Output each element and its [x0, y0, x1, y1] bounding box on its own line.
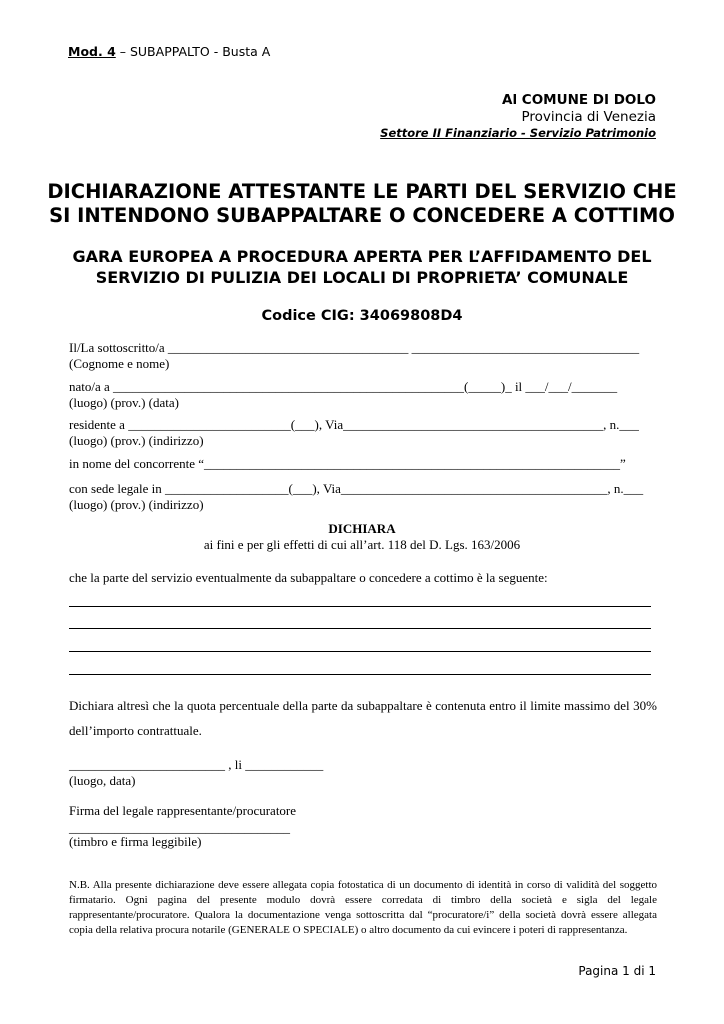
signer-name-field[interactable]: Il/La sottoscritto/a _____________________________________ ___________________________________: [69, 340, 640, 355]
cig-code: Codice CIG: 34069808D4: [261, 308, 463, 324]
tender-subtitle-line-1: GARA EUROPEA A PROCEDURA APERTA PER L’AFFIDAMENTO DEL: [72, 247, 652, 266]
residence-hint: (luogo) (prov.) (indirizzo): [69, 433, 204, 448]
place-date-field[interactable]: ________________________ , li ____________: [69, 757, 324, 772]
recipient-province: Provincia di Venezia: [521, 109, 656, 125]
answer-line-2[interactable]: [69, 628, 651, 629]
legal-seat-hint: (luogo) (prov.) (indirizzo): [69, 497, 204, 512]
tender-subtitle-line-2: SERVIZIO DI PULIZIA DEI LOCALI DI PROPRIETA’ COMUNALE: [95, 268, 629, 287]
recipient-name: Al COMUNE DI DOLO: [502, 92, 656, 108]
competitor-field[interactable]: in nome del concorrente “________________________________________________________________”: [69, 456, 626, 471]
birth-hint: (luogo) (prov.) (data): [69, 395, 179, 410]
percentage-paragraph: Dichiara altresì che la quota percentuale della parte da subappaltare è contenuta entro il limite massimo del 30% dell’importo contrattuale.: [69, 698, 657, 738]
declare-heading: DICHIARA: [328, 521, 396, 536]
place-date-hint: (luogo, data): [69, 773, 136, 788]
module-number: Mod. 4: [68, 44, 116, 59]
document-title: [40, 180, 684, 228]
document-title-line-1: DICHIARAZIONE ATTESTANTE LE PARTI DEL SERVIZIO CHE: [47, 180, 677, 203]
legal-seat-field[interactable]: con sede legale in ___________________(___), Via_________________________________________, n.___: [69, 481, 644, 496]
signer-name-hint: (Cognome e nome): [69, 356, 170, 371]
page-number: Pagina 1 di 1: [578, 964, 656, 978]
signature-hint: (timbro e firma leggibile): [69, 834, 202, 849]
signature-field[interactable]: __________________________________: [69, 820, 290, 835]
signature-label: Firma del legale rappresentante/procuratore: [69, 803, 297, 818]
document-title-line-2: SI INTENDONO SUBAPPALTARE O CONCEDERE A COTTIMO: [49, 204, 675, 227]
recipient-office: Settore II Finanziario - Servizio Patrimonio: [380, 126, 656, 140]
declare-subheading: ai fini e per gli effetti di cui all’art. 118 del D. Lgs. 163/2006: [203, 537, 521, 552]
tender-subtitle: [40, 246, 684, 288]
birth-field[interactable]: nato/a a ______________________________________________________(_____)_ il ___/___/_______: [69, 379, 618, 394]
answer-line-4[interactable]: [69, 674, 651, 675]
answer-line-3[interactable]: [69, 651, 651, 652]
module-label: [68, 44, 270, 59]
declare-intro: che la parte del servizio eventualmente da subappaltare o concedere a cottimo è la seguente:: [69, 570, 548, 585]
answer-line-1[interactable]: [69, 606, 651, 607]
nb-note: N.B. Alla presente dichiarazione deve essere allegata copia fotostatica di un documento di identità in corso di validità del soggetto firmatario. Ogni pagina del presente modulo dovrà essere corredata di timbro della società e sigla del legale rappresentante/procuratore. Qualora la documentazione venga sottoscritta dal “procuratore/i” della società dovrà essere allegata copia della relativa procura notarile (GENERALE O SPECIALE) o altro documento da cui evincere i poteri di rappresentanza.: [69, 879, 657, 936]
residence-field[interactable]: residente a _________________________(___), Via________________________________________, n.___: [69, 417, 639, 432]
module-description: – SUBAPPALTO - Busta A: [115, 44, 271, 59]
